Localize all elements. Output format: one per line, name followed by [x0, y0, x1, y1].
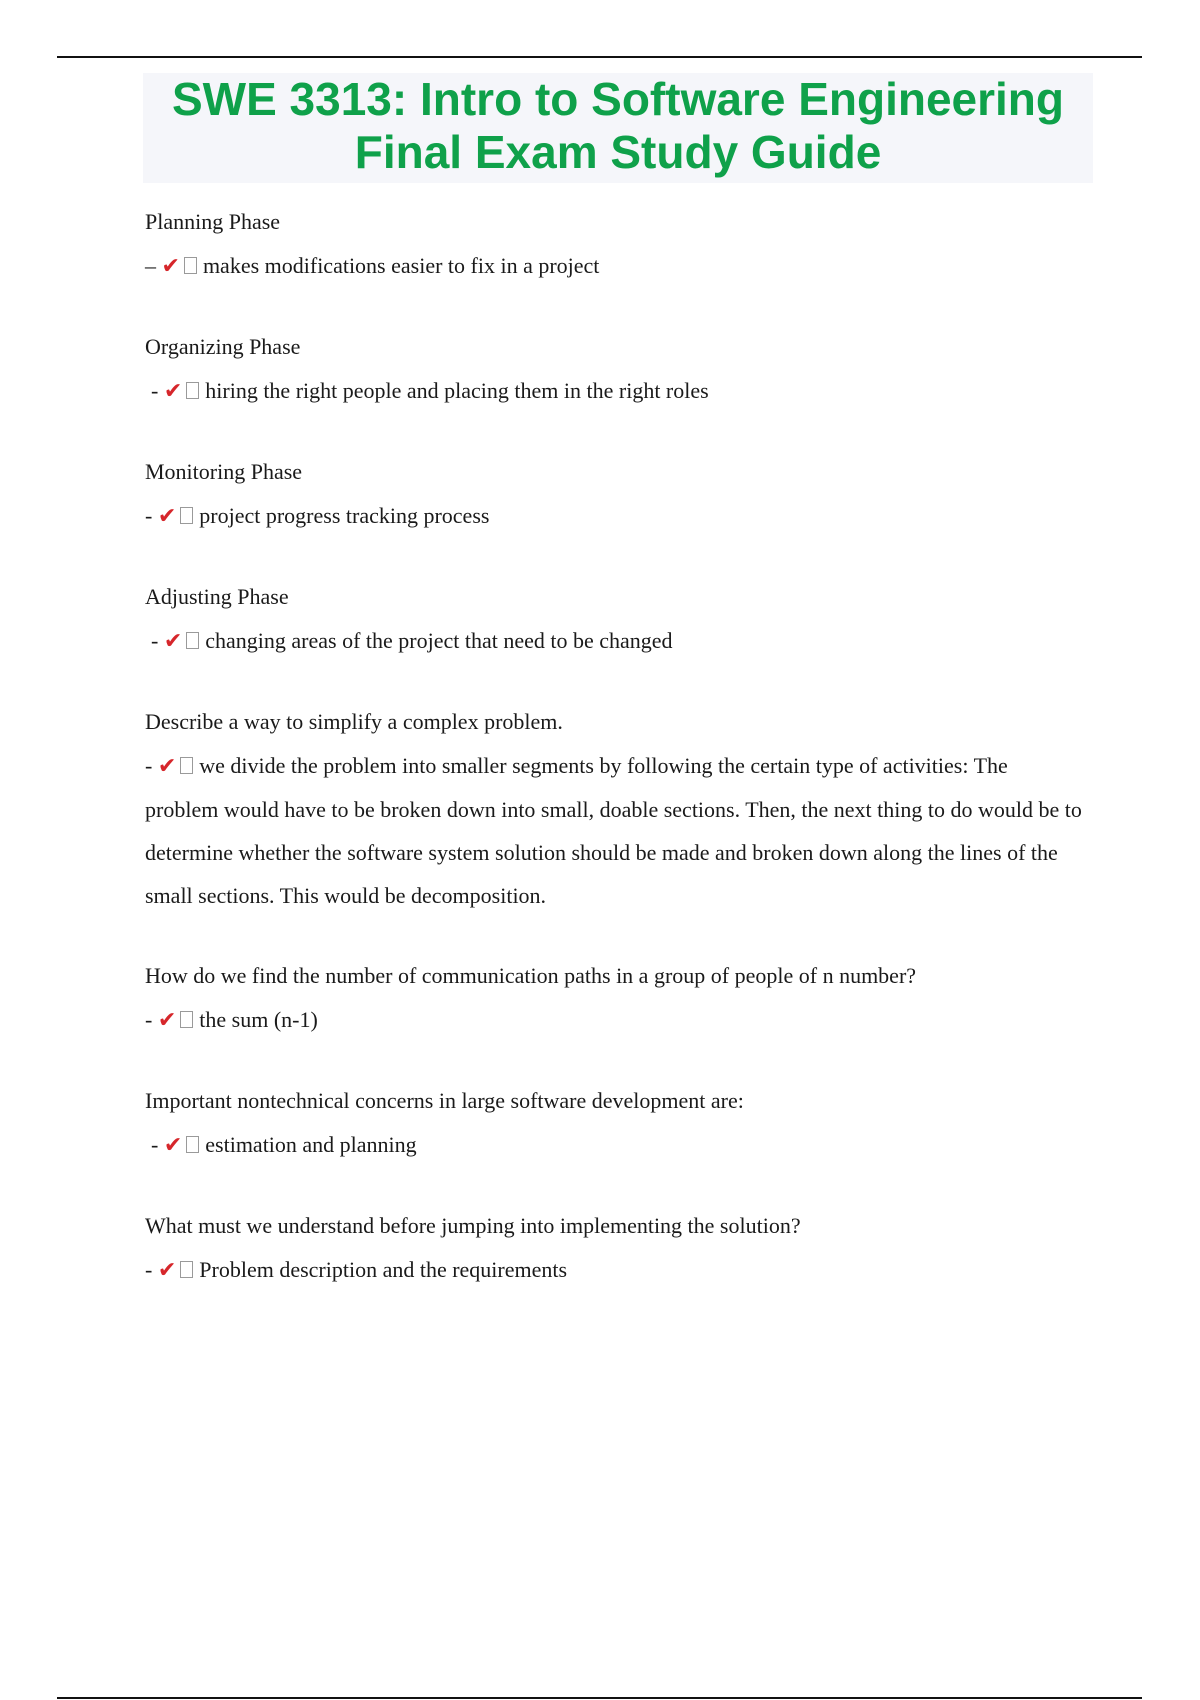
empty-box-icon	[180, 507, 193, 524]
answer-line	[145, 1248, 1085, 1292]
answer-line	[145, 1123, 1085, 1167]
answer-text: hiring the right people and placing them in the right roles	[205, 378, 709, 403]
answer-text: project progress tracking process	[199, 503, 490, 528]
check-mark-icon: ✔	[157, 504, 177, 529]
empty-box-icon	[186, 382, 199, 399]
check-mark-icon: ✔	[163, 629, 183, 654]
question-text: Monitoring Phase	[145, 459, 303, 484]
question-text: Important nontechnical concerns in large software development are:	[145, 1088, 744, 1113]
answer-line	[145, 744, 1085, 917]
title-banner	[143, 73, 1093, 183]
answer-dash: –	[145, 253, 156, 278]
page-title-line-2: Final Exam Study Guide	[354, 126, 882, 178]
check-mark-icon: ✔	[157, 1258, 177, 1283]
question-text: How do we find the number of communication paths in a group of people of n number?	[145, 963, 917, 988]
answer-dash: -	[145, 1257, 153, 1282]
answer-text: changing areas of the project that need to be changed	[205, 628, 673, 653]
empty-box-icon	[186, 632, 199, 649]
answer-line	[145, 494, 1085, 538]
qa-item	[145, 706, 1085, 917]
answer-text: makes modifications easier to fix in a project	[202, 253, 600, 278]
answer-dash: -	[151, 378, 159, 403]
answer-dash: -	[145, 1007, 153, 1032]
qa-item	[145, 1210, 1085, 1292]
qa-item	[145, 960, 1085, 1042]
page-title-line-1: SWE 3313: Intro to Software Engineering	[171, 73, 1064, 125]
check-mark-icon: ✔	[161, 254, 180, 279]
answer-text: we divide the problem into smaller segments by following the certain type of activities: The problem would have to be broken down into small, doable sections. Then, the next thing to do would be to determine whether the software system solution should be made and broken down along the lines of the small sections. This would be decomposition.	[145, 753, 1082, 908]
check-mark-icon: ✔	[157, 1008, 177, 1033]
answer-dash: -	[145, 503, 153, 528]
question-text: Planning Phase	[145, 209, 281, 234]
answer-dash: -	[151, 1132, 159, 1157]
qa-item	[145, 206, 1085, 288]
answer-text: Problem description and the requirements	[199, 1257, 568, 1282]
question-text: Adjusting Phase	[145, 584, 289, 609]
qa-item	[145, 456, 1085, 538]
answer-dash: -	[145, 753, 153, 778]
answer-line	[145, 998, 1085, 1042]
question-text: What must we understand before jumping into implementing the solution?	[145, 1213, 801, 1238]
study-guide-content	[145, 206, 1085, 1335]
answer-text: the sum (n-1)	[199, 1007, 318, 1032]
qa-item	[145, 1085, 1085, 1167]
answer-line	[145, 619, 1085, 663]
empty-box-icon	[186, 1136, 199, 1153]
bottom-rule	[57, 1697, 1142, 1699]
empty-box-icon	[180, 1261, 193, 1278]
answer-text: estimation and planning	[205, 1132, 417, 1157]
empty-box-icon	[180, 757, 193, 774]
answer-line	[145, 369, 1085, 413]
answer-dash: -	[151, 628, 159, 653]
answer-line	[145, 244, 1085, 288]
empty-box-icon	[180, 1011, 193, 1028]
empty-box-icon	[184, 257, 197, 274]
question-text: Describe a way to simplify a complex problem.	[145, 709, 563, 734]
check-mark-icon: ✔	[163, 379, 183, 404]
check-mark-icon: ✔	[157, 754, 177, 779]
question-text: Organizing Phase	[145, 334, 301, 359]
check-mark-icon: ✔	[163, 1133, 183, 1158]
qa-item	[145, 581, 1085, 663]
qa-item	[145, 331, 1085, 413]
top-rule	[57, 56, 1142, 58]
